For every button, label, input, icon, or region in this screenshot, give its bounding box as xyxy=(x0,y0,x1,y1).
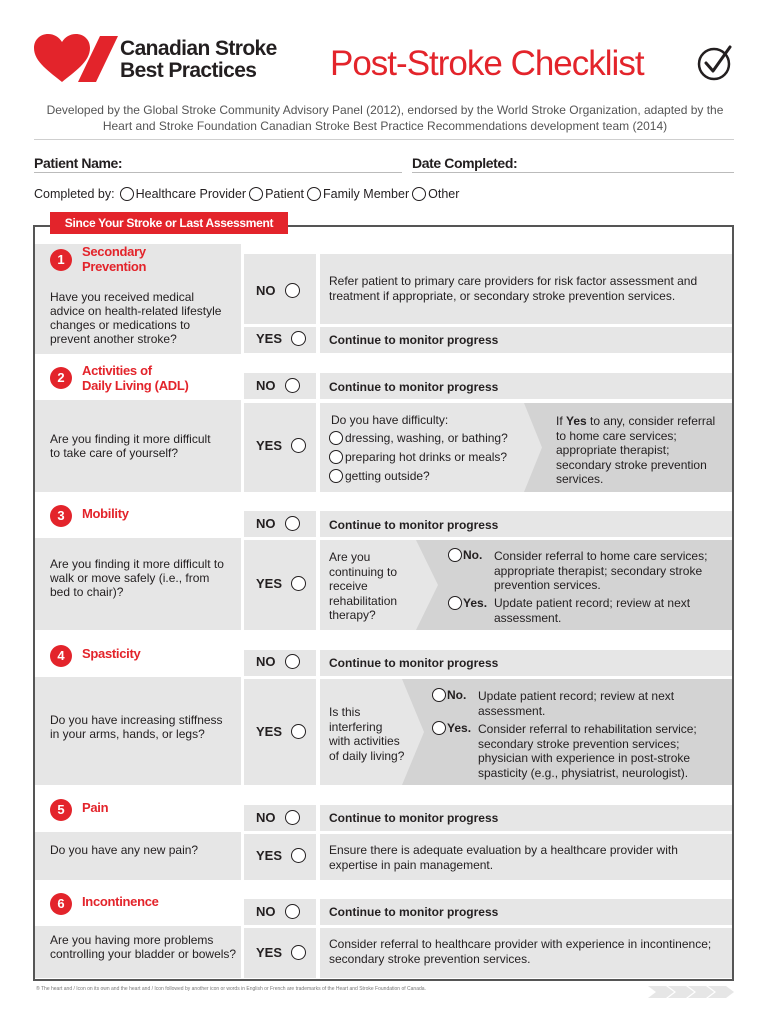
yes-option: YES xyxy=(256,331,306,346)
no-response-text: Refer patient to primary care providers for risk factor assessment and treatment if appropriate, or secondary stroke prevention services. xyxy=(329,274,698,303)
section-question: Are you finding it more difficult to take care of yourself? xyxy=(50,432,211,460)
no-option: NO xyxy=(256,810,300,825)
followup-question: Is this interfering with activities of daily living? xyxy=(329,705,405,763)
section-number: 4 xyxy=(50,645,72,667)
adl-item: getting outside? xyxy=(329,469,430,484)
section-title: Mobility xyxy=(82,506,129,521)
radio-other[interactable] xyxy=(412,187,426,201)
section-number: 6 xyxy=(50,893,72,915)
followup-yes-option: Yes. xyxy=(432,721,471,736)
section-number: 2 xyxy=(50,367,72,389)
no-response-text: Continue to monitor progress xyxy=(329,518,499,532)
radio-no[interactable] xyxy=(285,516,300,531)
subtitle: Developed by the Global Stroke Community Advisory Panel (2012), endorsed by the World Stroke Organization, adapted by the Heart and Stroke Foundation Canadian Stroke Best Practice Recommendations development team (2014) xyxy=(46,103,724,133)
checkmark-circle-icon xyxy=(697,45,733,81)
radio-no[interactable] xyxy=(285,283,300,298)
radio-yes[interactable] xyxy=(291,576,306,591)
radio-no[interactable] xyxy=(285,378,300,393)
radio-followup-yes[interactable] xyxy=(448,596,462,610)
yes-option: YES xyxy=(256,945,306,960)
radio-yes[interactable] xyxy=(291,848,306,863)
yes-option: YES xyxy=(256,724,306,739)
adl-item: dressing, washing, or bathing? xyxy=(329,431,508,446)
divider xyxy=(34,139,734,140)
radio-adl-dressing[interactable] xyxy=(329,431,343,445)
followup-yes-text: Update patient record; review at next assessment. xyxy=(494,596,691,625)
completed-by-label: Completed by: xyxy=(34,187,115,201)
section-question: Are you finding it more difficult to walk or move safely (i.e., from bed to chair)? xyxy=(50,557,224,599)
no-response-text: Continue to monitor progress xyxy=(329,656,499,670)
followup-yes-option: Yes. xyxy=(448,596,487,611)
followup-no-text: Update patient record; review at next assessment. xyxy=(478,689,675,718)
patient-name-field[interactable] xyxy=(34,172,402,173)
no-option: NO xyxy=(256,283,300,298)
radio-yes[interactable] xyxy=(291,724,306,739)
adl-item: preparing hot drinks or meals? xyxy=(329,450,507,465)
slash-logo-icon xyxy=(78,36,118,82)
section-question: Do you have any new pain? xyxy=(50,843,199,857)
radio-followup-no[interactable] xyxy=(432,688,446,702)
followup-question: Are you continuing to receive rehabilitation therapy? xyxy=(329,550,398,622)
radio-no[interactable] xyxy=(285,904,300,919)
radio-healthcare-provider[interactable] xyxy=(120,187,134,201)
section-title: Secondary Prevention xyxy=(82,244,147,274)
followup-yes-text: Consider referral to rehabilitation service; secondary stroke prevention services; physician with experience in post-stroke spasticity (e.g., physiatrist, neurologist). xyxy=(478,722,697,780)
date-completed-field[interactable] xyxy=(412,172,734,173)
radio-adl-meals[interactable] xyxy=(329,450,343,464)
no-response-text: Continue to monitor progress xyxy=(329,905,499,919)
radio-patient[interactable] xyxy=(249,187,263,201)
radio-no[interactable] xyxy=(285,810,300,825)
section-title: Activities of Daily Living (ADL) xyxy=(82,363,189,393)
section-number: 5 xyxy=(50,799,72,821)
radio-yes[interactable] xyxy=(291,945,306,960)
option-label: Healthcare Provider xyxy=(135,187,247,201)
section-question: Have you received medical advice on health-related lifestyle changes or medications to prevent another stroke? xyxy=(50,290,222,346)
section-title: Incontinence xyxy=(82,894,159,909)
section-number: 1 xyxy=(50,249,72,271)
no-option: NO xyxy=(256,516,300,531)
patient-name-label: Patient Name: xyxy=(34,155,123,171)
option-label: Family Member xyxy=(323,187,410,201)
radio-yes[interactable] xyxy=(291,331,306,346)
yes-option: YES xyxy=(256,848,306,863)
section-question: Are you having more problems controlling your bladder or bowels? xyxy=(50,933,237,961)
completed-by-group xyxy=(34,187,459,201)
radio-followup-no[interactable] xyxy=(448,548,462,562)
radio-adl-outside[interactable] xyxy=(329,469,343,483)
no-response-text: Continue to monitor progress xyxy=(329,811,499,825)
followup-no-option: No. xyxy=(432,688,466,703)
yes-response-text: Continue to monitor progress xyxy=(329,333,499,347)
yes-option: YES xyxy=(256,438,306,453)
radio-no[interactable] xyxy=(285,654,300,669)
chevron-arrows-icon xyxy=(648,986,734,998)
brand-name: Canadian Stroke Best Practices xyxy=(120,37,277,82)
no-response-text: Continue to monitor progress xyxy=(329,380,499,394)
section-question: Do you have increasing stiffness in your arms, hands, or legs? xyxy=(50,713,223,741)
adl-intro: Do you have difficulty: xyxy=(331,413,449,427)
footnote: ® The heart and / Icon on its own and the heart and / Icon followed by another icon or words in English or French are trademarks of the Heart and Stroke Foundation of Canada. xyxy=(36,986,426,992)
no-option: NO xyxy=(256,378,300,393)
radio-yes[interactable] xyxy=(291,438,306,453)
option-label: Patient xyxy=(265,187,304,201)
followup-no-text: Consider referral to home care services; appropriate therapist; secondary stroke prevention services. xyxy=(494,549,708,592)
yes-response-text: Consider referral to healthcare provider with experience in incontinence; secondary stroke prevention services. xyxy=(329,937,712,966)
section-title: Pain xyxy=(82,800,109,815)
section-tab: Since Your Stroke or Last Assessment xyxy=(50,212,288,234)
yes-option: YES xyxy=(256,576,306,591)
radio-followup-yes[interactable] xyxy=(432,721,446,735)
radio-family-member[interactable] xyxy=(307,187,321,201)
date-completed-label: Date Completed: xyxy=(412,155,518,171)
page-title: Post-Stroke Checklist xyxy=(330,44,644,83)
adl-referral-note: If Yes to any, consider referral to home care services; appropriate therapist; secondary stroke prevention services. xyxy=(556,414,716,486)
yes-response-text: Ensure there is adequate evaluation by a healthcare provider with expertise in pain management. xyxy=(329,843,678,872)
section-number: 3 xyxy=(50,505,72,527)
no-option: NO xyxy=(256,654,300,669)
followup-no-option: No. xyxy=(448,548,482,563)
section-title: Spasticity xyxy=(82,646,141,661)
option-label: Other xyxy=(428,187,460,201)
no-option: NO xyxy=(256,904,300,919)
